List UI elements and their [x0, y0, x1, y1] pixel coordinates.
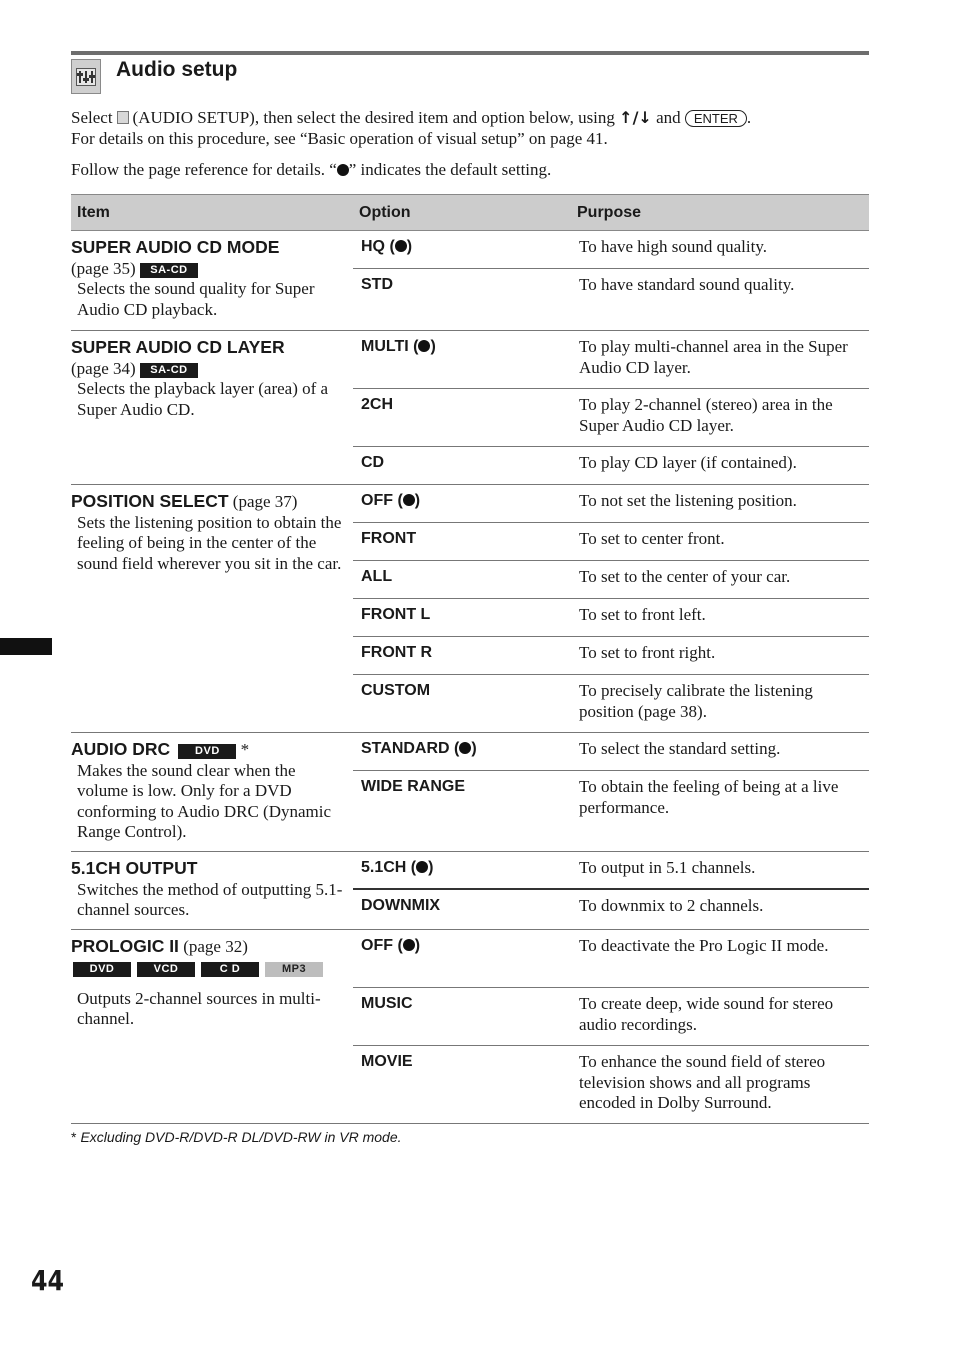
default-dot-icon [403, 939, 415, 951]
table-row [71, 733, 869, 771]
default-dot-icon [403, 494, 415, 506]
header-option: Option [353, 195, 571, 231]
mp3-badge: MP3 [265, 962, 323, 977]
item-super-audio-cd-layer: SUPER AUDIO CD LAYER (page 34) SA-CD Selects the playback layer (area) of a Super Audio CD. [71, 331, 353, 485]
item-audio-drc: AUDIO DRC DVD * Makes the sound clear when the volume is low. Only for a DVD conforming to Audio DRC (Dynamic Range Control). [71, 733, 353, 852]
purpose-cell: To not set the listening position. [571, 485, 869, 523]
option-cell: STD [353, 269, 571, 331]
section-top-rule [71, 51, 869, 55]
option-cell: MULTI ( ) [353, 331, 571, 389]
option-cell: 5.1CH ( ) [353, 852, 571, 890]
dvd-badge: DVD [178, 744, 236, 759]
purpose-cell: To deactivate the Pro Logic II mode. [571, 930, 869, 988]
option-cell: CUSTOM [353, 675, 571, 733]
purpose-cell: To play CD layer (if contained). [571, 447, 869, 485]
option-cell: CD [353, 447, 571, 485]
item-prologic-ii: PROLOGIC II (page 32) DVD VCD C D MP3 Outputs 2-channel sources in multi-channel. [71, 930, 353, 1124]
purpose-cell: To have high sound quality. [571, 231, 869, 269]
table-row [71, 331, 869, 389]
dvd-badge: DVD [73, 962, 131, 977]
option-cell: OFF ( ) [353, 485, 571, 523]
purpose-cell: To downmix to 2 channels. [571, 889, 869, 930]
table-row [71, 231, 869, 269]
item-super-audio-cd-mode: SUPER AUDIO CD MODE (page 35) SA-CD Selects the sound quality for Super Audio CD playback. [71, 231, 353, 331]
purpose-cell: To set to front right. [571, 637, 869, 675]
purpose-cell: To output in 5.1 channels. [571, 852, 869, 890]
purpose-cell: To enhance the sound field of stereo television shows and all programs encoded in Dolby Surround. [571, 1046, 869, 1124]
option-cell: MUSIC [353, 988, 571, 1046]
page-number: 44 [31, 1264, 65, 1297]
default-note: Follow the page reference for details. “ ” indicates the default setting. [71, 160, 552, 179]
option-cell: ALL [353, 561, 571, 599]
sacd-badge: SA-CD [140, 263, 198, 278]
up-down-arrow-icon: ↑/↓ [619, 108, 652, 127]
header-purpose: Purpose [571, 195, 869, 231]
table-row [71, 852, 869, 890]
section-title: Audio setup [116, 58, 238, 81]
audio-setup-table [71, 194, 869, 1124]
enter-button-label: ENTER [685, 110, 747, 127]
purpose-cell: To create deep, wide sound for stereo audio recordings. [571, 988, 869, 1046]
purpose-cell: To play 2-channel (stereo) area in the Super Audio CD layer. [571, 389, 869, 447]
option-cell: MOVIE [353, 1046, 571, 1124]
default-dot-icon [337, 164, 349, 176]
option-cell: FRONT L [353, 599, 571, 637]
default-dot-icon [459, 742, 471, 754]
purpose-cell: To set to the center of your car. [571, 561, 869, 599]
purpose-cell: To have standard sound quality. [571, 269, 869, 331]
item-position-select: POSITION SELECT (page 37) Sets the listening position to obtain the feeling of being in the center of the sound field wherever you sit in the car. [71, 485, 353, 733]
chapter-tab-marker [0, 638, 52, 655]
option-cell: FRONT [353, 523, 571, 561]
option-cell: HQ ( ) [353, 231, 571, 269]
header-item: Item [71, 195, 353, 231]
purpose-cell: To set to center front. [571, 523, 869, 561]
format-badges [73, 962, 345, 977]
vcd-badge: VCD [137, 962, 195, 977]
purpose-cell: To obtain the feeling of being at a live performance. [571, 771, 869, 852]
option-cell: 2CH [353, 389, 571, 447]
purpose-cell: To set to front left. [571, 599, 869, 637]
sacd-badge: SA-CD [140, 363, 198, 378]
default-dot-icon [418, 340, 430, 352]
footnote: * Excluding DVD-R/DVD-R DL/DVD-RW in VR mode. [71, 1129, 402, 1145]
option-cell: STANDARD ( ) [353, 733, 571, 771]
item-51ch-output: 5.1CH OUTPUT Switches the method of outputting 5.1-channel sources. [71, 852, 353, 930]
purpose-cell: To play multi-channel area in the Super Audio CD layer. [571, 331, 869, 389]
purpose-cell: To select the standard setting. [571, 733, 869, 771]
option-cell: WIDE RANGE [353, 771, 571, 852]
intro-paragraph: Select (AUDIO SETUP), then select the desired item and option below, using ↑/↓ and ENTER . For details on this procedure, see “Basic operation of visual setup” on page 41. [71, 108, 752, 148]
table-row [71, 485, 869, 523]
cd-badge: C D [201, 962, 259, 977]
option-cell: OFF ( ) [353, 930, 571, 988]
audio-setup-small-icon [117, 111, 129, 124]
default-dot-icon [395, 240, 407, 252]
table-row [71, 930, 869, 988]
purpose-cell: To precisely calibrate the listening position (page 38). [571, 675, 869, 733]
option-cell: FRONT R [353, 637, 571, 675]
option-cell: DOWNMIX [353, 889, 571, 930]
default-dot-icon [416, 861, 428, 873]
audio-setup-icon [71, 59, 101, 94]
